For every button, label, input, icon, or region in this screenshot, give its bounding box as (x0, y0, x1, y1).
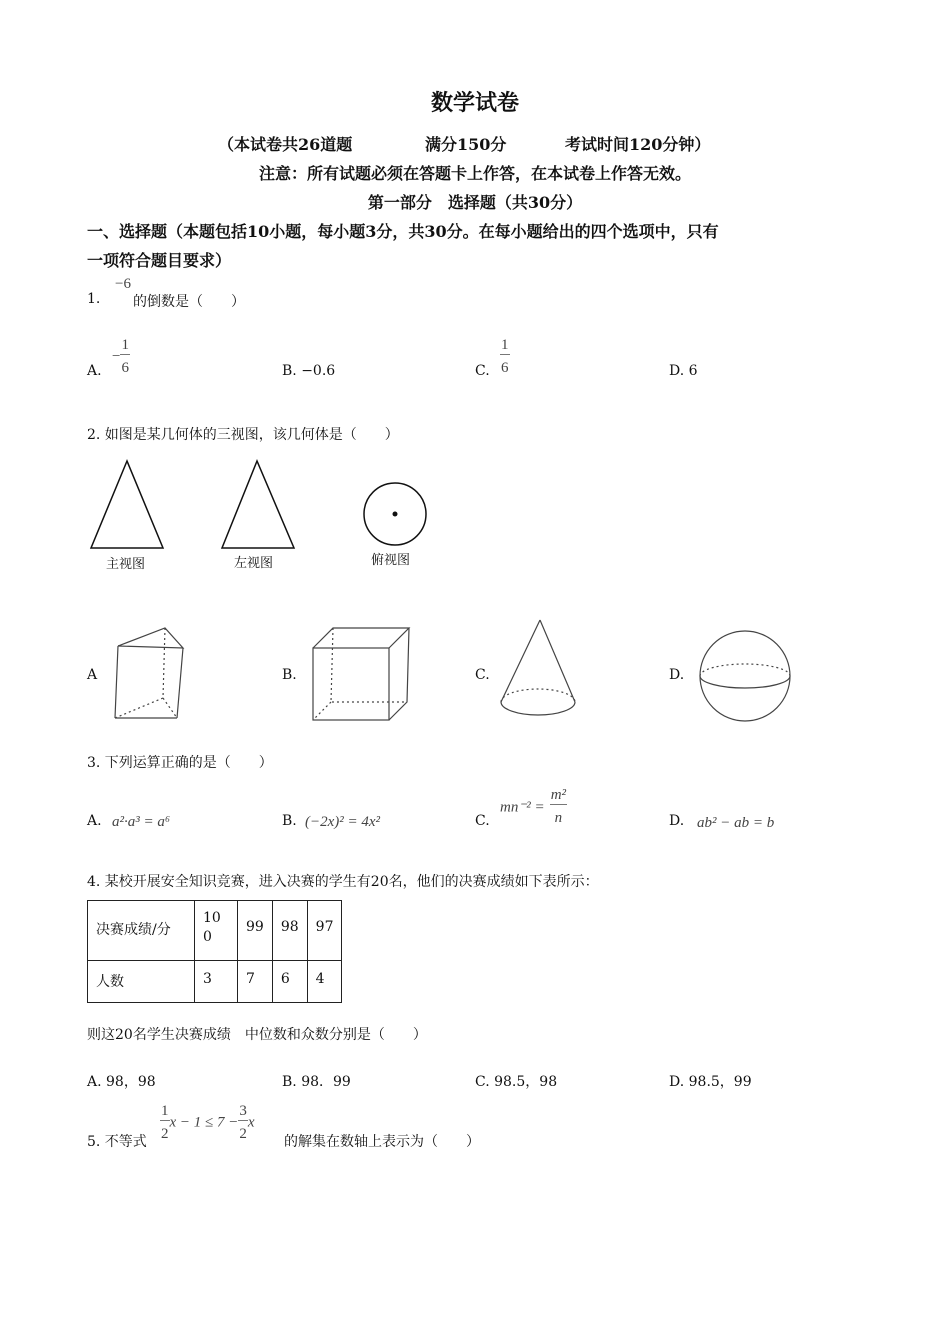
table-cell: 97 (307, 901, 342, 961)
q2-option-a-label: A (87, 667, 98, 683)
variable-x: x (247, 1114, 255, 1131)
section-heading-2: 一项符合题目要求） (87, 251, 232, 270)
triangular-prism-icon (110, 622, 190, 722)
q4-question: 则这20名学生决赛成绩 中位数和众数分别是（ ） (87, 1027, 427, 1043)
q1-option-c-label: C. (475, 363, 490, 379)
q3-text: 3. 下列运算正确的是（ ） (87, 755, 273, 771)
info-count: （本试卷共26道题 (218, 135, 353, 154)
numerator: 3 (239, 1103, 247, 1119)
table-cell: 10 0 (195, 901, 238, 961)
page-title: 数学试卷 (430, 90, 519, 116)
table-row (88, 961, 342, 1003)
table-cell: 3 (195, 961, 238, 1003)
left-view-label: 左视图 (234, 556, 274, 571)
table-cell: 人数 (88, 961, 195, 1003)
score-table (87, 900, 342, 1003)
table-cell: 99 (238, 901, 273, 961)
q3-option-d-expression: ab² − ab = b (697, 815, 775, 831)
q1-option-d: D. 6 (669, 363, 698, 379)
q2-option-d-label: D. (669, 667, 685, 683)
q5-prefix: 5. 不等式 (87, 1134, 147, 1150)
notice: 注意：所有试题必须在答题卡上作答，在本试卷上作答无效。 (258, 164, 691, 183)
cube-icon (305, 624, 415, 724)
q3-option-a-expression: a²·a³ = a⁶ (112, 814, 171, 830)
q3-option-c-label: C. (475, 813, 490, 829)
q2-text: 2. 如图是某几何体的三视图，该几何体是（ ） (87, 427, 399, 443)
q5-inequality (160, 1104, 255, 1142)
info-time: 考试时间120分钟） (565, 135, 711, 154)
q2-option-c-label: C. (475, 667, 490, 683)
q2-option-b-label: B. (282, 667, 297, 683)
q5-suffix: 的解集在数轴上表示为（ ） (284, 1134, 480, 1150)
numerator: m² (550, 787, 567, 803)
top-view-center-dot (393, 512, 398, 517)
q3-option-c-expression (500, 788, 567, 826)
q3-option-b-label: B. (282, 813, 297, 829)
numerator: 1 (501, 337, 509, 353)
q4-text: 4. 某校开展安全知识竞赛，进入决赛的学生有20名，他们的决赛成绩如下表所示： (87, 874, 599, 890)
q1-text: 的倒数是（ ） (133, 294, 245, 310)
minus-sign: − (112, 348, 121, 365)
q1-expression: −6 (115, 276, 131, 292)
q4-option-d: D. 98.5，99 (669, 1074, 752, 1090)
lhs: mn⁻² = (500, 799, 545, 816)
front-view-triangle (91, 461, 163, 548)
table-cell: 4 (307, 961, 342, 1003)
numerator: 1 (121, 337, 129, 353)
q4-option-b: B. 98．99 (282, 1074, 351, 1090)
q1-number: 1. (87, 291, 101, 307)
q3-option-a-label: A. (87, 813, 102, 829)
table-cell: 98 (272, 901, 307, 961)
table-cell: 6 (272, 961, 307, 1003)
denominator: 6 (121, 360, 129, 376)
sphere-icon (698, 628, 798, 728)
info-score: 满分150分 (425, 135, 507, 154)
q1-option-c (500, 338, 510, 376)
inequality-middle: x − 1 ≤ 7 − (169, 1114, 239, 1131)
part-heading: 第一部分 选择题（共30分） (367, 193, 583, 212)
cone-icon (495, 616, 585, 726)
q1-option-a (112, 338, 130, 376)
denominator: 2 (239, 1126, 247, 1142)
left-view-triangle (222, 461, 294, 548)
q4-option-a: A. 98，98 (87, 1074, 156, 1090)
top-view-label: 俯视图 (371, 553, 411, 568)
numerator: 1 (161, 1103, 169, 1119)
q1-option-a-label: A. (87, 363, 102, 379)
table-cell: 决赛成绩/分 (88, 901, 195, 961)
front-view-label: 主视图 (106, 557, 146, 572)
table-cell: 7 (238, 961, 273, 1003)
table-row (88, 901, 342, 961)
denominator: 6 (501, 360, 509, 376)
denominator: n (554, 810, 563, 826)
denominator: 2 (161, 1126, 169, 1142)
q3-option-d-label: D. (669, 813, 685, 829)
q4-option-c: C. 98.5，98 (475, 1074, 558, 1090)
q3-option-b-expression: (−2x)² = 4x² (305, 814, 381, 830)
q1-option-b: B. −0.6 (282, 363, 336, 379)
section-heading: 一、选择题（本题包括10小题，每小题3分，共30分。在每小题给出的四个选项中，只有 (87, 222, 719, 241)
